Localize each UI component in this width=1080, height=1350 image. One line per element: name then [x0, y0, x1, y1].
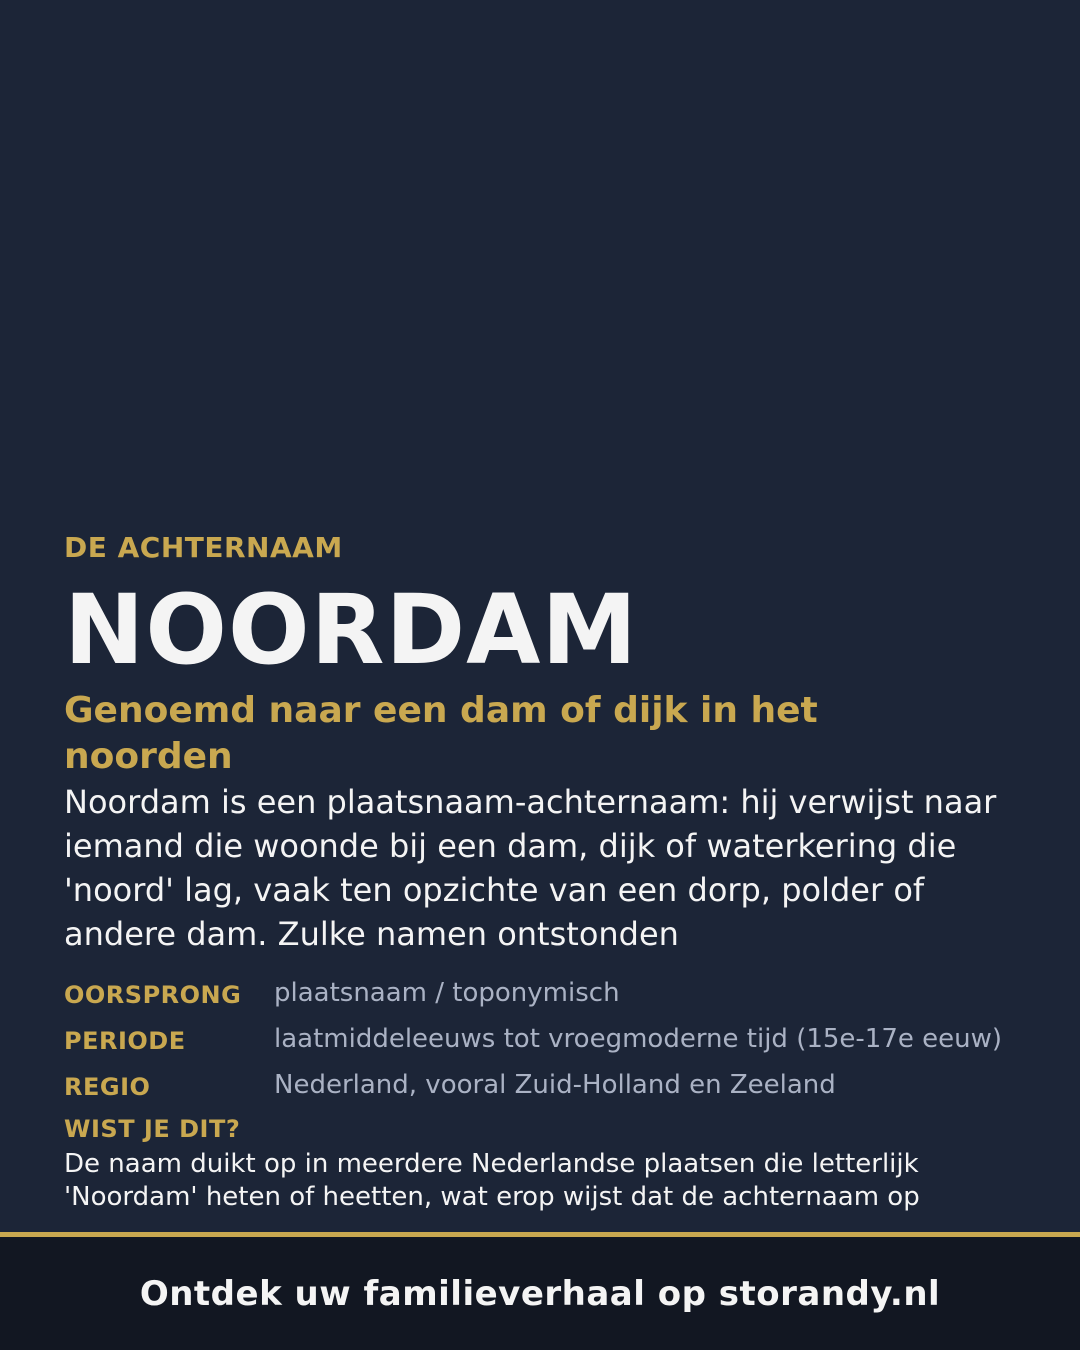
facts-list	[64, 978, 1016, 1102]
fact-label: PERIODE	[64, 1027, 186, 1055]
fact-value: Nederland, vooral Zuid-Holland en Zeeland	[274, 1070, 836, 1100]
fact-value: plaatsnaam / toponymisch	[274, 978, 620, 1008]
fact-row-period	[64, 1024, 1016, 1056]
surname-description: Noordam is een plaatsnaam-achternaam: hij verwijst naar iemand die woonde bij een dam, dijk of waterkering die 'noord' lag, vaak ten opzichte van een dorp, polder of andere dam. Zulke namen ontstonden	[64, 783, 997, 953]
surname-card	[64, 530, 1016, 1214]
fact-value: laatmiddeleeuws tot vroegmoderne tijd (15e-17e eeuw)	[274, 1024, 1003, 1054]
fact-row-origin	[64, 978, 1016, 1010]
surname-subtitle: Genoemd naar een dam of dijk in het noorden	[64, 690, 818, 777]
did-you-know-text: De naam duikt op in meerdere Nederlandse plaatsen die letterlijk 'Noordam' heten of heetten, wat erop wijst dat de achternaam op	[64, 1149, 920, 1212]
fact-label: OORSPRONG	[64, 981, 242, 1009]
footer-banner	[0, 1232, 1080, 1350]
fact-label: REGIO	[64, 1073, 151, 1101]
surname-title: NOORDAM	[64, 574, 638, 686]
footer-cta-text: Ontdek uw familieverhaal op storandy.nl	[139, 1273, 941, 1314]
fact-row-region	[64, 1070, 1016, 1102]
kicker-label: DE ACHTERNAAM	[64, 531, 343, 564]
did-you-know-label: WIST JE DIT?	[64, 1115, 241, 1143]
